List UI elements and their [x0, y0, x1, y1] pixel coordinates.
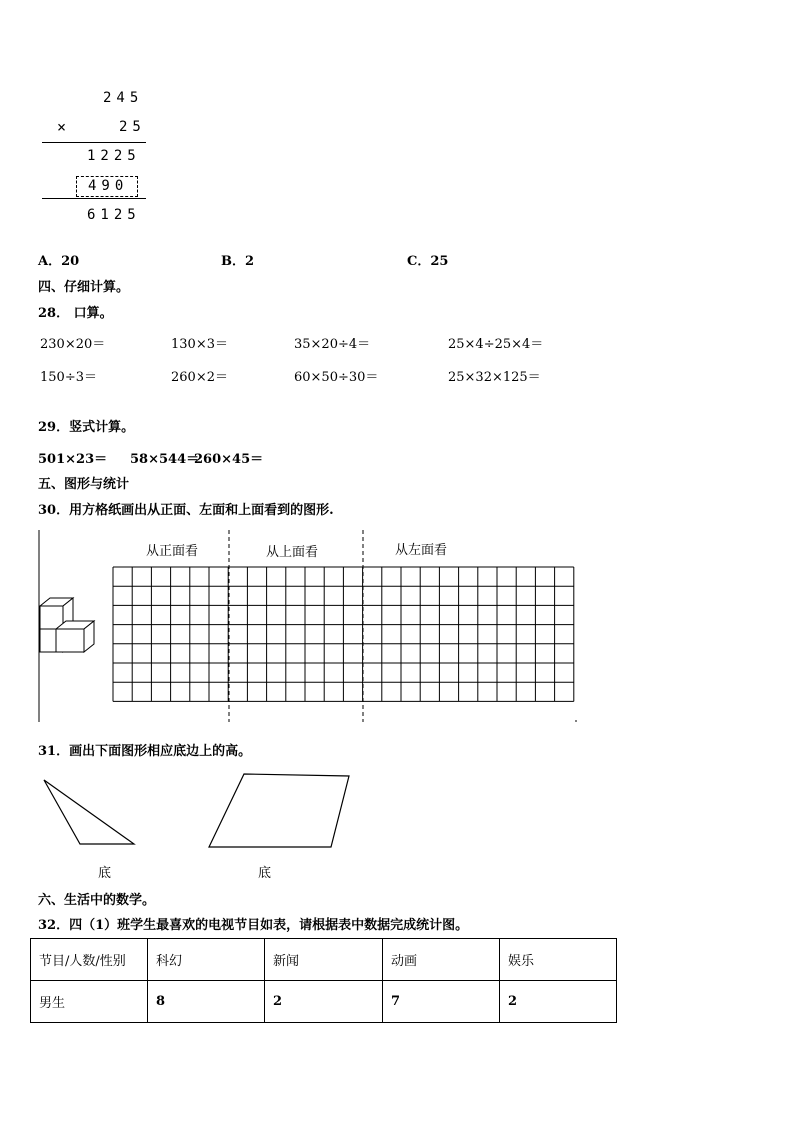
times-sign: ×	[57, 118, 67, 136]
table-header-cell: 节目/人数/性别	[31, 939, 148, 981]
base-label-triangle: 底	[98, 866, 112, 881]
question-29-title: 29．竖式计算。	[38, 420, 135, 435]
column-calc-2: 58×544＝	[130, 452, 200, 467]
oral-calc-4: 25×4÷25×4＝	[448, 337, 544, 352]
rule-line-1	[42, 142, 146, 143]
multiplier: 25	[119, 119, 146, 135]
oral-calc-5: 150÷3＝	[40, 370, 97, 385]
section-heading-4: 四、仔细计算。	[38, 280, 130, 295]
table-header-cell: 动画	[383, 939, 500, 981]
rule-line-2	[42, 198, 146, 199]
question-32-title: 32．四（1）班学生最喜欢的电视节目如表，请根据表中数据完成统计图。	[38, 918, 469, 933]
table-cell: 8	[148, 981, 265, 1023]
oral-calc-6: 260×2＝	[171, 370, 228, 385]
triangle-shape	[44, 780, 134, 844]
option-b[interactable]: B．2	[221, 254, 255, 269]
partial-product-2: 490	[88, 178, 129, 194]
oral-calc-1: 230×20＝	[40, 337, 106, 352]
label-top-view: 从上面看	[266, 545, 319, 560]
column-calc-3: 260×45＝	[194, 452, 264, 467]
column-calc-1: 501×23＝	[38, 452, 108, 467]
table-cell: 7	[383, 981, 500, 1023]
table-header-cell: 娱乐	[500, 939, 617, 981]
question-31-title: 31．画出下面图形相应底边上的高。	[38, 744, 252, 759]
table-cell: 2	[500, 981, 617, 1023]
section-heading-6: 六、生活中的数学。	[38, 893, 156, 908]
oral-calc-3: 35×20÷4＝	[294, 337, 371, 352]
table-row	[31, 939, 617, 981]
partial-product-1: 1225	[87, 148, 141, 164]
cube-stack-drawing	[40, 598, 94, 652]
table-cell: 2	[265, 981, 383, 1023]
option-c[interactable]: C．25	[407, 254, 449, 269]
parallelogram-shape	[209, 774, 349, 847]
section-heading-5: 五、图形与统计	[38, 477, 130, 492]
label-left-view: 从左面看	[395, 543, 448, 558]
label-front-view: 从正面看	[146, 544, 199, 559]
multiplicand: 245	[103, 90, 144, 106]
tv-program-table	[30, 938, 617, 1023]
table-row-label: 男生	[31, 981, 148, 1023]
table-row	[31, 981, 617, 1023]
final-product: 6125	[87, 207, 141, 223]
oral-calc-2: 130×3＝	[171, 337, 228, 352]
oral-calc-8: 25×32×125＝	[448, 370, 541, 385]
question-28-title: 28． 口算。	[38, 306, 113, 321]
table-header-cell: 新闻	[265, 939, 383, 981]
shapes-figure	[38, 770, 358, 855]
oral-calc-7: 60×50÷30＝	[294, 370, 379, 385]
table-header-cell: 科幻	[148, 939, 265, 981]
option-a[interactable]: A．20	[38, 254, 80, 269]
question-30-title: 30．用方格纸画出从正面、左面和上面看到的图形.	[38, 503, 334, 518]
base-label-parallelogram: 底	[258, 866, 272, 881]
